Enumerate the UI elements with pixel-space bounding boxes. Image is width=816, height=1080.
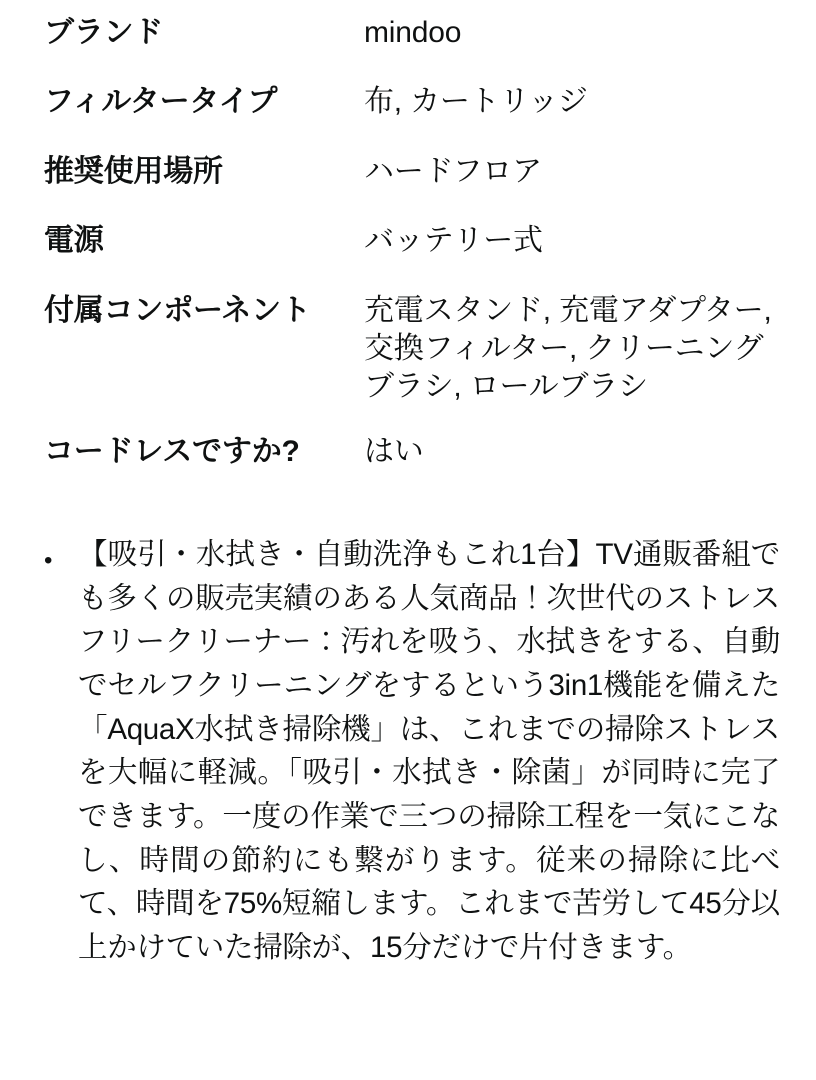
spec-label-filter-type: フィルタータイプ	[44, 85, 278, 119]
table-row	[44, 14, 780, 83]
spec-label-recommended-surface: 推奨使用場所	[44, 154, 223, 188]
table-row	[44, 292, 780, 433]
spec-label-brand: ブランド	[44, 16, 164, 49]
product-specification-table	[44, 14, 780, 471]
spec-label-power-source: 電源	[44, 224, 104, 258]
table-row	[44, 83, 780, 152]
product-description-text: 【吸引・水拭き・自動洗浄もこれ1台】TV通販番組でも多くの販売実績のある人気商品！次世代のストレスフリークリーナー：汚れを吸う、水拭きをする、自動でセルフクリーニングをするという3in1機能を備えた「AquaX水拭き掃除機」は、これまでの掃除ストレスを大幅に軽減。「吸引・水拭き・除菌」が同時に完了できます。一度の作業で三つの掃除工程を一気にこなし、時間の節約にも繋がります。従来の掃除に比べて、時間を75%短縮します。これまで苦労して45分以上かけていた掃除が、15分だけで片付きます。	[78, 538, 780, 965]
bullet-point-icon: •	[44, 547, 53, 575]
spec-value-is-cordless: はい	[364, 434, 424, 468]
table-row	[44, 153, 780, 222]
table-row	[44, 433, 780, 471]
spec-value-recommended-surface: ハードフロア	[364, 154, 542, 188]
table-row	[44, 222, 780, 291]
spec-value-power-source: バッテリー式	[364, 224, 543, 258]
spec-label-is-cordless: コードレスですか?	[44, 434, 300, 468]
spec-label-included-components: 付属コンポーネント	[44, 293, 311, 327]
product-description-bullet	[44, 533, 780, 970]
spec-table-body	[44, 14, 780, 471]
bottom-clip-mask	[0, 1064, 816, 1080]
spec-value-filter-type: 布, カートリッジ	[364, 85, 588, 119]
spec-value-included-components: 充電スタンド, 充電アダプター, 交換フィルター, クリーニングブラシ, ロールブラシ	[364, 293, 772, 404]
spec-value-brand: mindoo	[364, 16, 462, 49]
